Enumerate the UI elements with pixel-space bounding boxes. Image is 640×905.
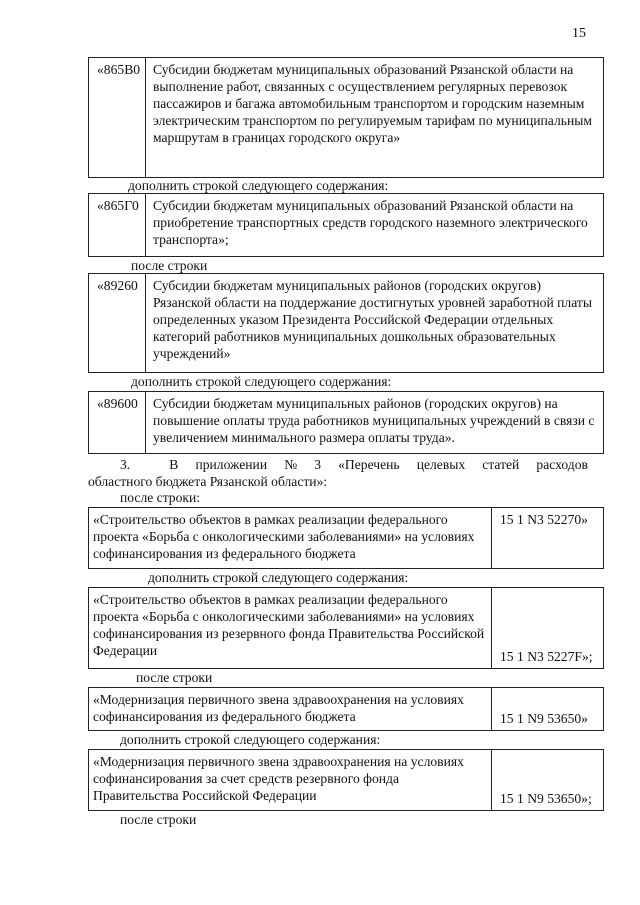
row-text: Субсидии бюджетам муниципальных образований Рязанской области на приобретение транспортных средств городского наземного электрического транспорта»; (153, 198, 588, 247)
instruction-after-row: после строки (120, 812, 197, 827)
row-text: «Строительство объектов в рамках реализации федерального проекта «Борьба с онкологическими заболеваниями» на условиях софинансирования из федерального бюджета (93, 512, 475, 561)
row-code: 15 1 N9 53650» (491, 688, 603, 730)
paragraph-3-line-2: областного бюджета Рязанской области»: (88, 474, 328, 489)
instruction-append: дополнить строкой следующего содержания: (148, 570, 409, 585)
instruction-after-row: после строки (136, 670, 213, 685)
table-row (88, 507, 604, 569)
paragraph-word: расходов (536, 457, 588, 472)
row-text: Субсидии бюджетам муниципальных районов (городских округов) Рязанской области на поддержание достигнутых уровней заработной платы определенных указом Президента Российской Федерации отдельных категорий работников муниципальных дошкольных образовательных учреждений» (153, 278, 592, 361)
instruction-append: дополнить строкой следующего содержания: (120, 732, 381, 747)
row-text: «Модернизация первичного звена здравоохранения на условиях софинансирования из федерального бюджета (93, 692, 464, 724)
table-row (88, 391, 604, 454)
paragraph-3-line-1 (88, 456, 588, 473)
row-text: Субсидии бюджетам муниципальных образований Рязанской области на выполнение работ, связанных с осуществлением регулярных перевозок пассажиров и багажа автомобильным транспортом и городским наземным электрическим транспортом по регулируемым тарифам по муниципальным маршрутам в границах городского округа» (153, 62, 592, 145)
paragraph-word: приложении (195, 457, 268, 472)
instruction-after-row: после строки (131, 258, 208, 273)
paragraph-word: 3 (314, 457, 322, 472)
row-text: «Модернизация первичного звена здравоохранения на условиях софинансирования за счет средств резервного фонда Правительства Российской Федерации (93, 754, 464, 803)
paragraph-3 (88, 456, 588, 490)
instruction-after-row: после строки: (120, 490, 201, 505)
instruction-append: дополнить строкой следующего содержания: (128, 178, 389, 193)
table-row (88, 193, 604, 257)
table-row (88, 273, 604, 373)
row-code: «865В0 (89, 58, 146, 177)
table-row (88, 687, 604, 731)
row-code: «89600 (89, 392, 146, 453)
page-number: 15 (572, 26, 586, 41)
row-text: «Строительство объектов в рамках реализации федерального проекта «Борьба с онкологическими заболеваниями» на условиях софинансирования из резервного фонда Правительства Российской Федерации (93, 592, 485, 658)
row-code: «865Г0 (89, 194, 146, 256)
row-code: 15 1 N3 5227F»; (491, 588, 603, 668)
row-code: 15 1 N3 52270» (491, 508, 603, 568)
table-row (88, 749, 604, 811)
paragraph-number: 3. (120, 457, 131, 472)
row-text: Субсидии бюджетам муниципальных районов (городских округов) на повышение оплаты труда работников муниципальных учреждений в связи с увеличением минимального размера оплаты труда». (153, 396, 595, 445)
paragraph-word: № (284, 457, 298, 472)
row-code: «89260 (89, 274, 146, 372)
row-code: 15 1 N9 53650»; (491, 750, 603, 810)
instruction-append: дополнить строкой следующего содержания: (131, 374, 392, 389)
paragraph-word: статей (482, 457, 520, 472)
paragraph-word: В (169, 457, 179, 472)
table-row (88, 57, 604, 178)
table-row (88, 587, 604, 669)
paragraph-word: «Перечень (338, 457, 400, 472)
paragraph-word: целевых (416, 457, 466, 472)
